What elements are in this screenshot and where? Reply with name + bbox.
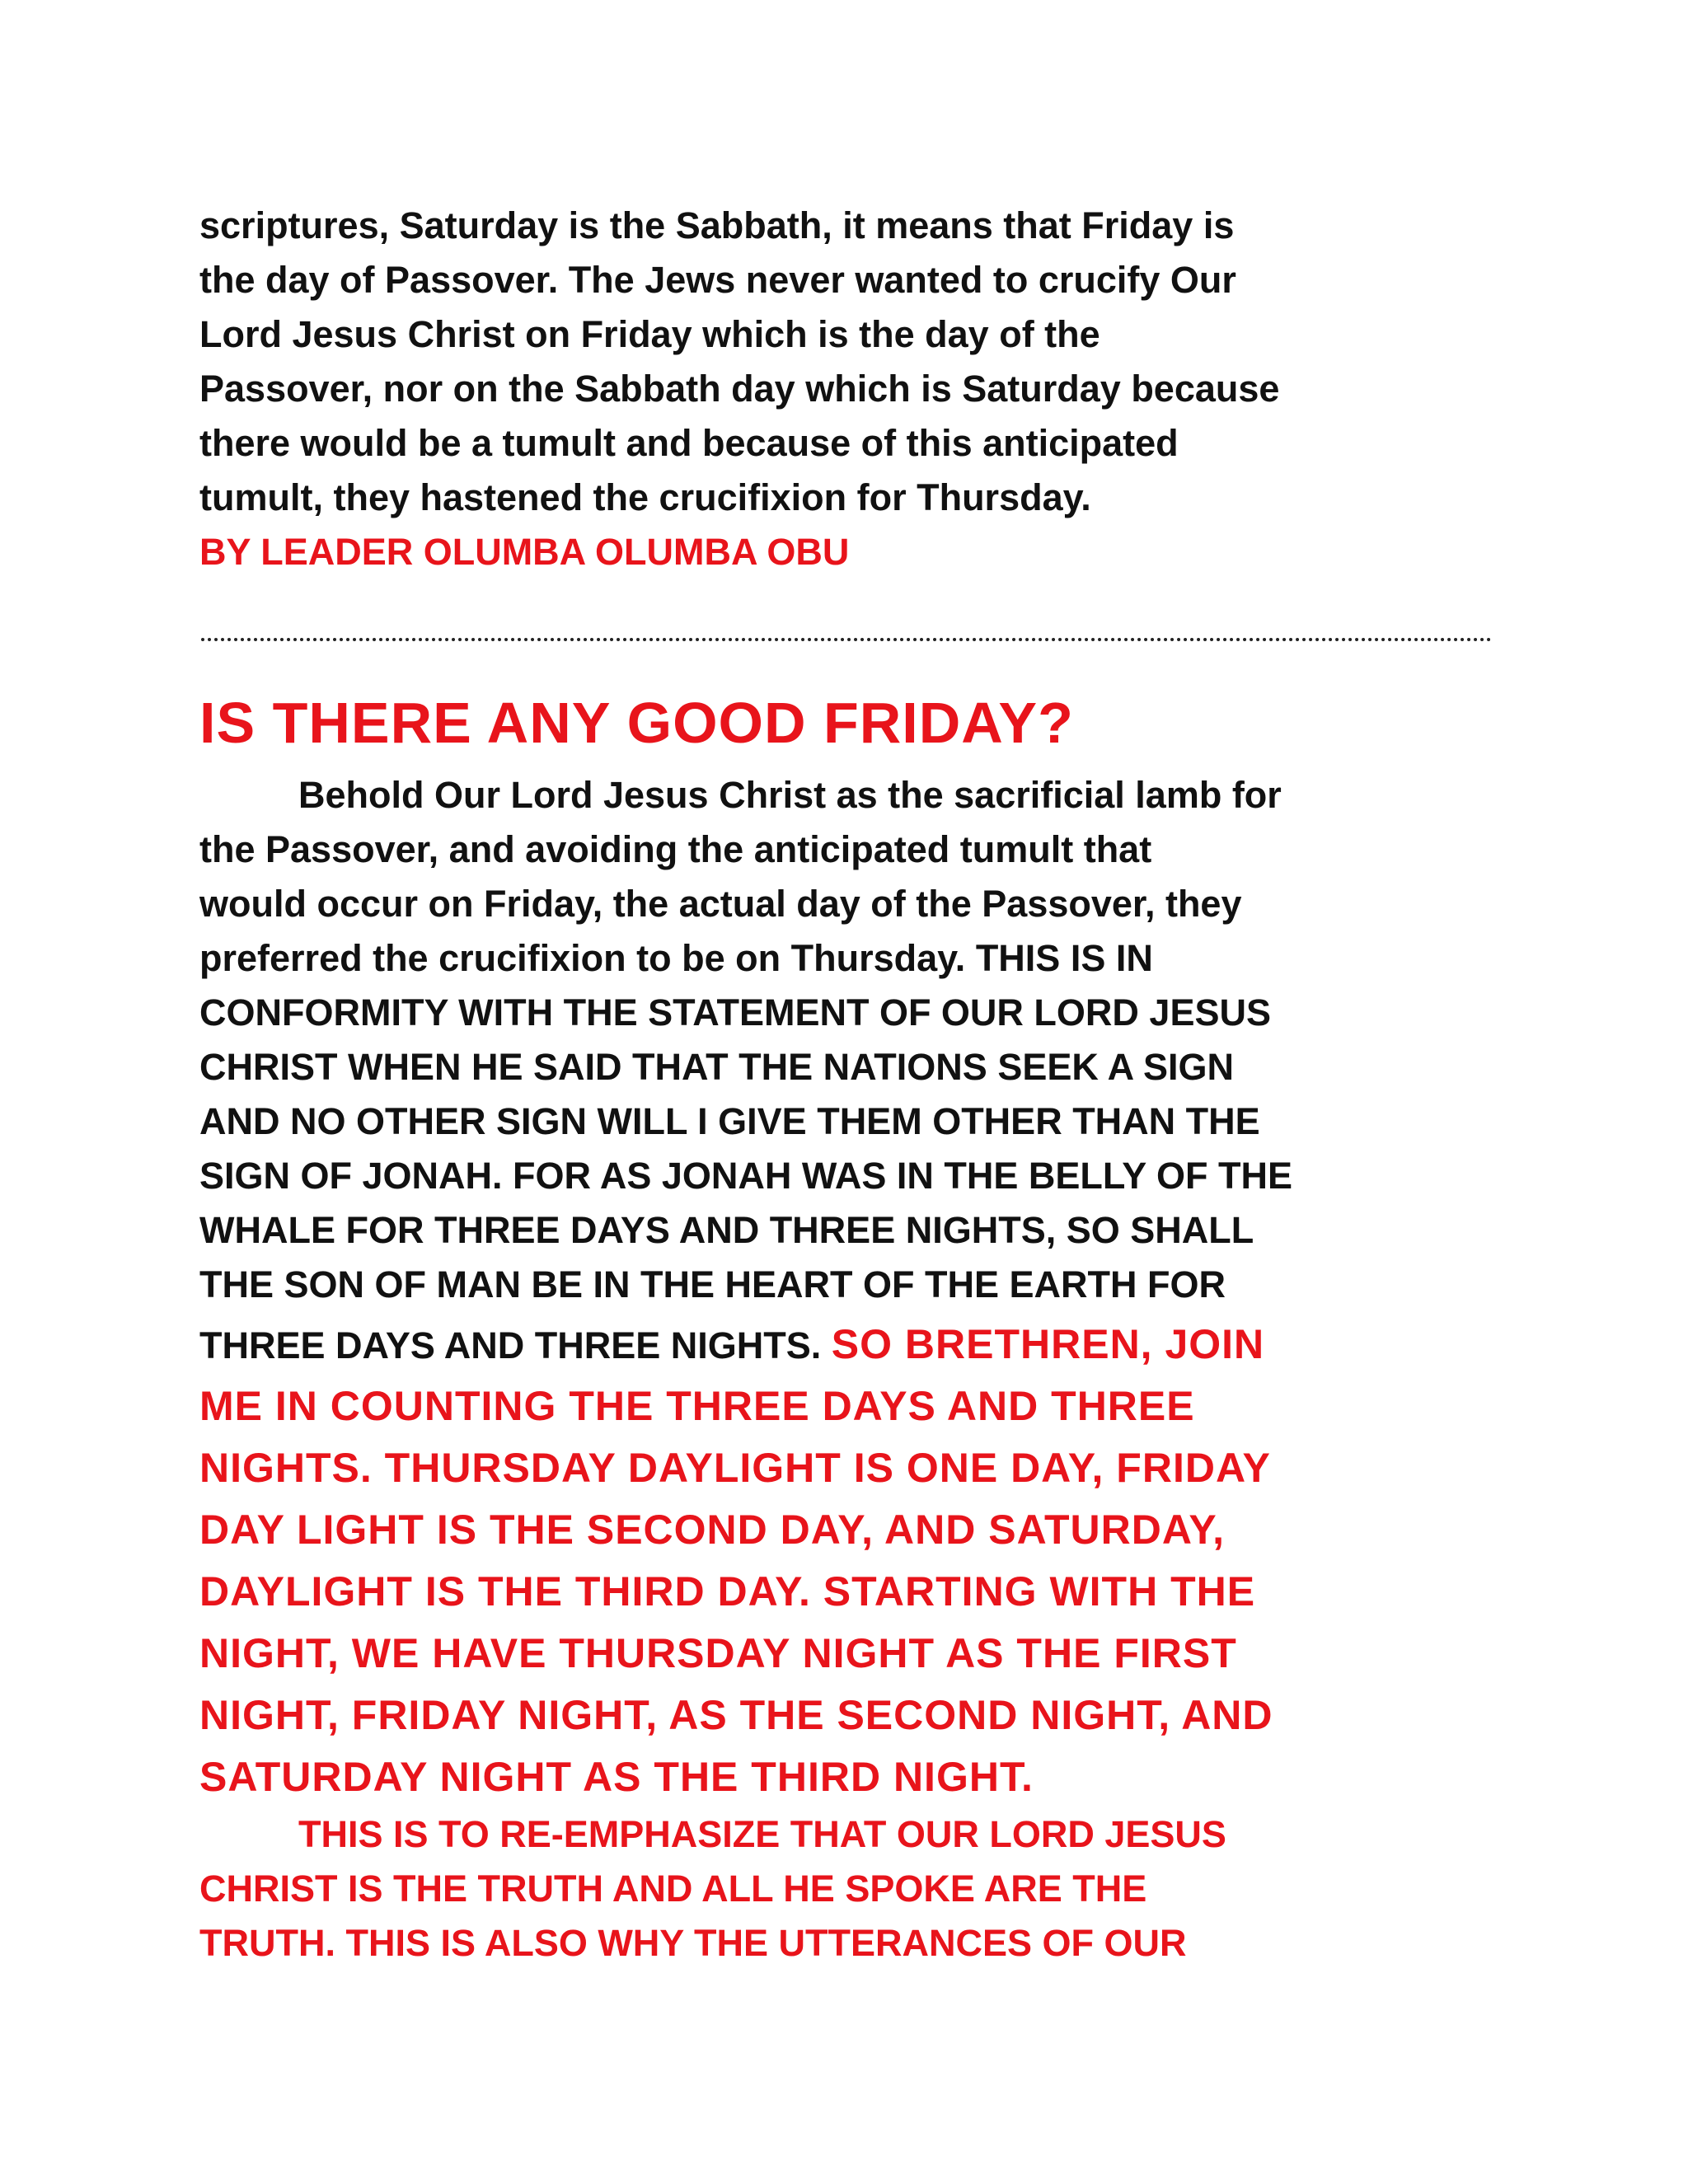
emphasis-line: DAY LIGHT IS THE SECOND DAY, AND SATURDAY, bbox=[199, 1507, 1226, 1553]
paragraph-line: CONFORMITY WITH THE STATEMENT OF OUR LORD JESUS bbox=[199, 991, 1271, 1033]
paragraph-line: there would be a tumult and because of this anticipated bbox=[199, 422, 1179, 464]
section-title: IS THERE ANY GOOD FRIDAY? bbox=[199, 691, 1074, 755]
paragraph-line: would occur on Friday, the actual day of the Passover, they bbox=[199, 883, 1242, 925]
paragraph-line: THE SON OF MAN BE IN THE HEART OF THE EARTH FOR bbox=[199, 1263, 1226, 1305]
paragraph-line: scriptures, Saturday is the Sabbath, it means that Friday is bbox=[199, 204, 1235, 246]
emphasis-line: SATURDAY NIGHT AS THE THIRD NIGHT. bbox=[199, 1754, 1034, 1800]
mixed-paragraph-line bbox=[199, 1319, 1264, 1370]
closing-line: CHRIST IS THE TRUTH AND ALL HE SPOKE ARE THE bbox=[199, 1868, 1147, 1910]
emphasis-line: ME IN COUNTING THE THREE DAYS AND THREE bbox=[199, 1383, 1195, 1429]
dotted-divider bbox=[201, 638, 1492, 641]
closing-line: TRUTH. THIS IS ALSO WHY THE UTTERANCES OF OUR bbox=[199, 1922, 1187, 1964]
paragraph-line: the Passover, and avoiding the anticipated tumult that bbox=[199, 828, 1152, 870]
paragraph-line: Passover, nor on the Sabbath day which is Saturday because bbox=[199, 368, 1280, 410]
paragraph-line: AND NO OTHER SIGN WILL I GIVE THEM OTHER THAN THE bbox=[199, 1100, 1260, 1142]
paragraph-line: SIGN OF JONAH. FOR AS JONAH WAS IN THE BELLY OF THE bbox=[199, 1155, 1292, 1197]
paragraph-line: Behold Our Lord Jesus Christ as the sacrificial lamb for bbox=[298, 774, 1282, 816]
emphasis-line: NIGHT, WE HAVE THURSDAY NIGHT AS THE FIRST bbox=[199, 1630, 1237, 1676]
paragraph-line: CHRIST WHEN HE SAID THAT THE NATIONS SEEK A SIGN bbox=[199, 1046, 1235, 1088]
paragraph-line: WHALE FOR THREE DAYS AND THREE NIGHTS, SO SHALL bbox=[199, 1209, 1254, 1251]
paragraph-text-red: SO BRETHREN, JOIN bbox=[831, 1321, 1265, 1367]
paragraph-line: preferred the crucifixion to be on Thursday. THIS IS IN bbox=[199, 937, 1153, 979]
paragraph-text-black: THREE DAYS AND THREE NIGHTS. bbox=[199, 1324, 832, 1366]
emphasis-line: DAYLIGHT IS THE THIRD DAY. STARTING WITH THE bbox=[199, 1568, 1256, 1615]
emphasis-line: NIGHT, FRIDAY NIGHT, AS THE SECOND NIGHT, AND bbox=[199, 1692, 1273, 1738]
paragraph-line: tumult, they hastened the crucifixion for Thursday. bbox=[199, 476, 1091, 518]
author-byline: BY LEADER OLUMBA OLUMBA OBU bbox=[199, 531, 850, 573]
paragraph-line: the day of Passover. The Jews never wanted to crucify Our bbox=[199, 259, 1236, 301]
emphasis-line: NIGHTS. THURSDAY DAYLIGHT IS ONE DAY, FRIDAY bbox=[199, 1445, 1271, 1491]
paragraph-line: Lord Jesus Christ on Friday which is the day of the bbox=[199, 313, 1100, 355]
closing-line: THIS IS TO RE-EMPHASIZE THAT OUR LORD JESUS bbox=[298, 1813, 1226, 1855]
